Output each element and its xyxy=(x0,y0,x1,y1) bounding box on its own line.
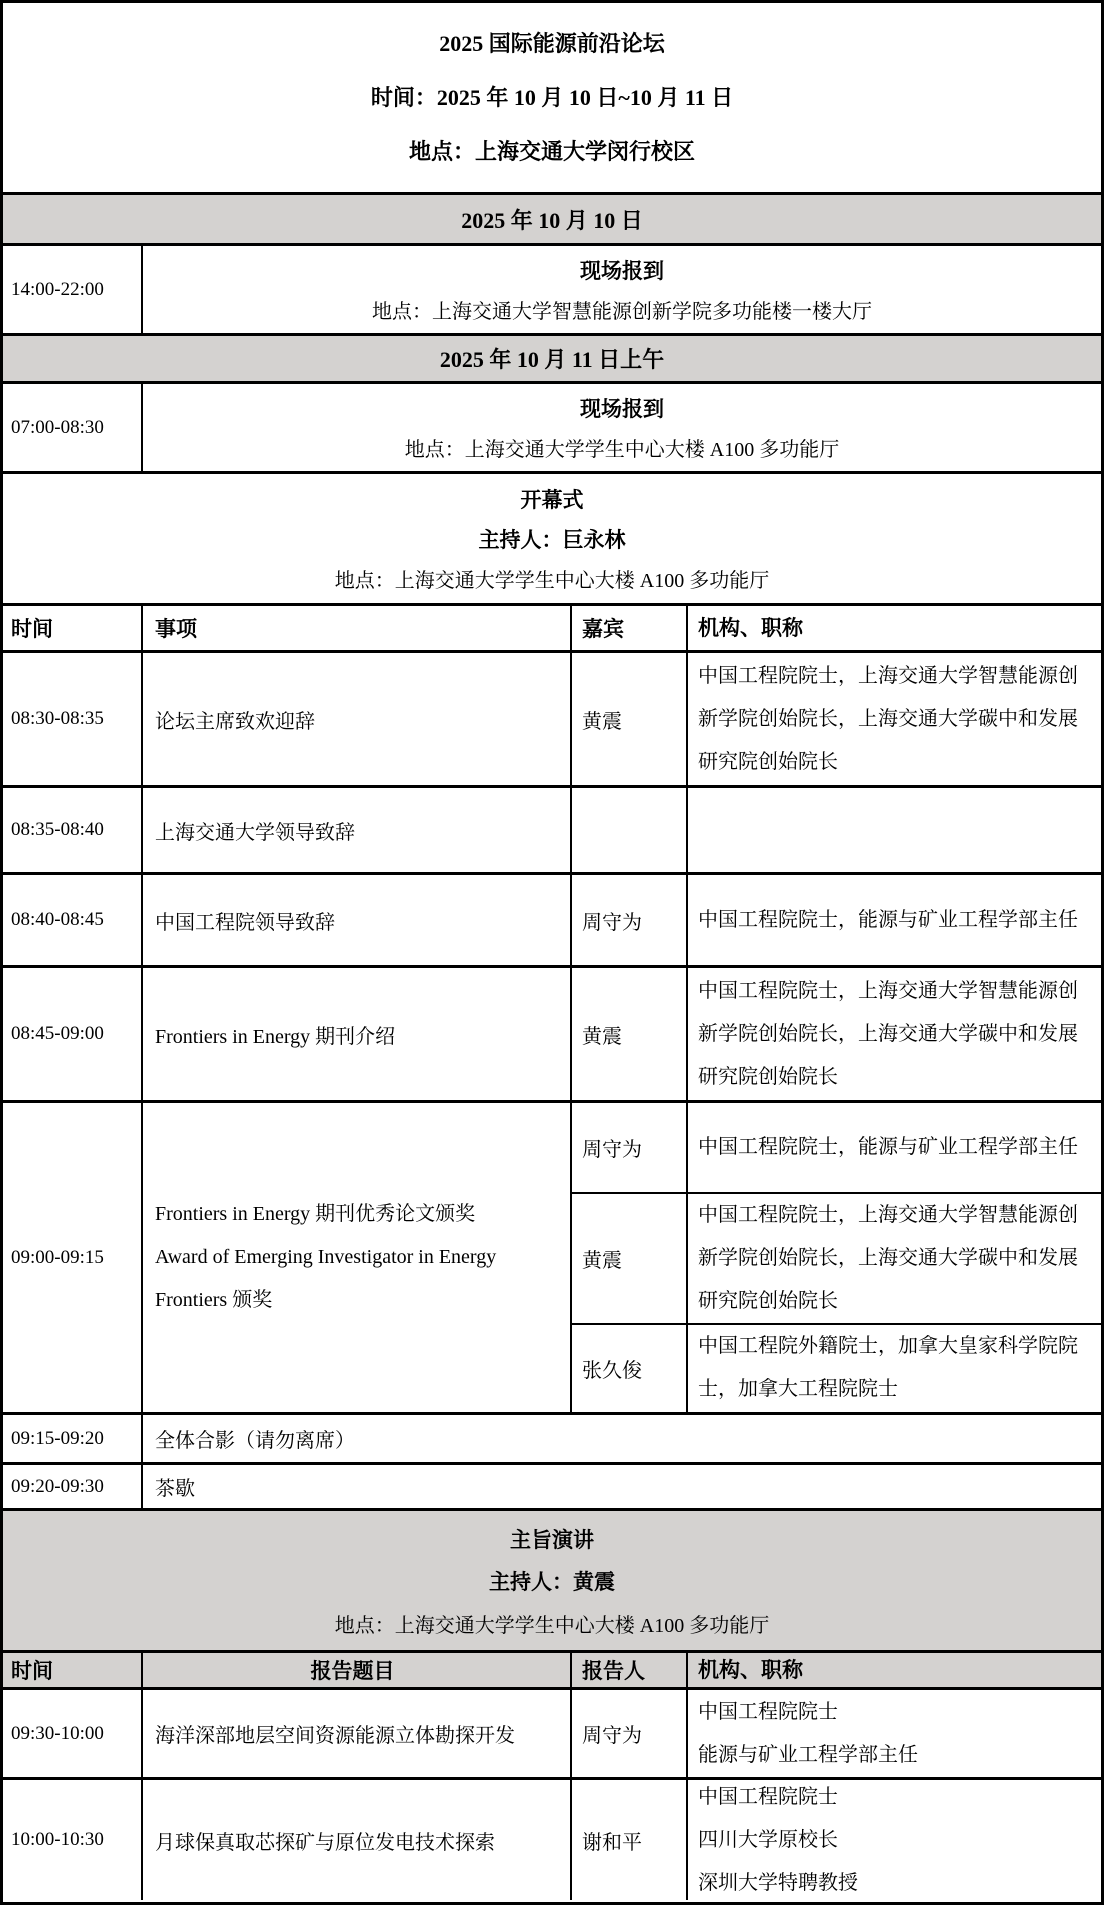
time-cell: 14:00-22:00 xyxy=(11,278,104,300)
speaker-cell: 周守为 xyxy=(570,1690,686,1777)
registration-cell xyxy=(141,384,1101,471)
org-line: 中国工程院院士 xyxy=(698,1785,838,1808)
document-title: 2025 国际能源前沿论坛 xyxy=(439,30,665,56)
column-header-speaker: 报告人 xyxy=(570,1653,686,1687)
keynote-row-0930 xyxy=(3,1687,1101,1777)
time-cell: 07:00-08:30 xyxy=(11,416,104,438)
event-cell: 上海交通大学领导致辞 xyxy=(141,788,570,872)
column-header-time: 时间 xyxy=(11,617,53,641)
org-lines xyxy=(698,1776,858,1905)
time-cell: 09:00-09:15 xyxy=(11,1246,104,1268)
opening-table-header xyxy=(3,603,1101,650)
table-row-0830 xyxy=(3,650,1101,785)
keynote-title: 主旨演讲 xyxy=(510,1527,594,1552)
keynote-host: 主持人：黄震 xyxy=(489,1570,615,1594)
time-cell: 08:35-08:40 xyxy=(11,819,104,840)
opening-title: 开幕式 xyxy=(520,488,584,512)
registration-location: 地点：上海交通大学智慧能源创新学院多功能楼一楼大厅 xyxy=(372,300,872,323)
table-row-0915 xyxy=(3,1412,1101,1462)
event-cell xyxy=(141,1103,570,1412)
org-cell: 中国工程院院士，能源与矿业工程学部主任 xyxy=(686,875,1101,965)
column-header-org: 机构、职称 xyxy=(686,1653,1101,1687)
org-cell: 中国工程院院士，上海交通大学智慧能源创新学院创始院长，上海交通大学碳中和发展研究院创始院长 xyxy=(686,653,1101,785)
guest-cell: 张久俊 xyxy=(570,1325,686,1412)
table-row-0900-award xyxy=(3,1100,1101,1412)
time-cell: 08:40-08:45 xyxy=(11,909,104,930)
guest-cell: 周守为 xyxy=(570,875,686,965)
award-event-line1: Frontiers in Energy 期刊优秀论文颁奖 xyxy=(155,1203,476,1225)
time-cell: 09:30-10:00 xyxy=(11,1722,104,1744)
opening-location: 地点：上海交通大学学生中心大楼 A100 多功能厅 xyxy=(334,570,770,592)
day1-banner: 2025 年 10 月 10 日 xyxy=(3,192,1101,243)
keynote-location: 地点：上海交通大学学生中心大楼 A100 多功能厅 xyxy=(334,1614,770,1637)
table-row-0840 xyxy=(3,872,1101,965)
talk-title-cell: 月球保真取芯探矿与原位发电技术探索 xyxy=(141,1780,570,1900)
column-header-event: 事项 xyxy=(141,606,570,650)
guest-cell: 黄震 xyxy=(570,968,686,1100)
time-cell: 09:20-09:30 xyxy=(11,1475,104,1497)
speaker-cell: 谢和平 xyxy=(570,1780,686,1900)
event-cell: 全体合影（请勿离席） xyxy=(141,1415,1101,1462)
guest-cell: 周守为 xyxy=(570,1103,686,1192)
day2-banner: 2025 年 10 月 11 日上午 xyxy=(3,333,1101,381)
org-cell: 中国工程院院士，能源与矿业工程学部主任 xyxy=(686,1103,1101,1192)
org-cell xyxy=(686,788,1101,872)
event-cell: Frontiers in Energy 期刊介绍 xyxy=(141,968,570,1100)
event-cell: 中国工程院领导致辞 xyxy=(141,875,570,965)
time-cell: 09:15-09:20 xyxy=(11,1427,104,1449)
award-guest-row xyxy=(570,1192,1101,1323)
table-row-0845 xyxy=(3,965,1101,1100)
org-line: 中国工程院院士 xyxy=(698,1700,838,1723)
document-venue: 地点：上海交通大学闵行校区 xyxy=(408,138,695,164)
keynote-row-1000 xyxy=(3,1777,1101,1900)
registration-title: 现场报到 xyxy=(580,397,664,422)
org-cell: 中国工程院外籍院士，加拿大皇家科学院院士，加拿大工程院院士 xyxy=(686,1325,1101,1412)
column-header-org: 机构、职称 xyxy=(686,606,1101,650)
guest-cell: 黄震 xyxy=(570,1194,686,1323)
guest-cell: 黄震 xyxy=(570,653,686,785)
registration-cell xyxy=(141,246,1101,333)
registration-location: 地点：上海交通大学学生中心大楼 A100 多功能厅 xyxy=(404,438,840,461)
opening-ceremony-header xyxy=(3,471,1101,603)
time-cell: 08:45-09:00 xyxy=(11,1023,104,1044)
event-cell: 茶歇 xyxy=(141,1465,1101,1508)
org-line: 四川大学原校长 xyxy=(698,1828,838,1851)
time-cell: 08:30-08:35 xyxy=(11,708,104,729)
time-cell: 10:00-10:30 xyxy=(11,1829,104,1850)
org-cell: 中国工程院院士，上海交通大学智慧能源创新学院创始院长，上海交通大学碳中和发展研究院创始院长 xyxy=(686,968,1101,1100)
guest-cell xyxy=(570,788,686,872)
registration-title: 现场报到 xyxy=(580,259,664,284)
document-header xyxy=(3,3,1101,192)
org-line: 深圳大学特聘教授 xyxy=(698,1871,858,1894)
award-guest-row xyxy=(570,1103,1101,1192)
column-header-talk-title: 报告题目 xyxy=(141,1653,570,1687)
keynote-section-header xyxy=(3,1508,1101,1650)
award-event-text xyxy=(155,1193,562,1322)
keynote-table-header xyxy=(3,1650,1101,1687)
org-lines xyxy=(698,1691,918,1777)
column-header-time: 时间 xyxy=(11,1659,53,1683)
event-cell: 论坛主席致欢迎辞 xyxy=(141,653,570,785)
document-time: 时间：2025 年 10 月 10 日~10 月 11 日 xyxy=(370,84,734,110)
org-cell xyxy=(686,1780,1101,1900)
org-cell: 中国工程院院士，上海交通大学智慧能源创新学院创始院长，上海交通大学碳中和发展研究院创始院长 xyxy=(686,1194,1101,1323)
day2-registration-row xyxy=(3,381,1101,471)
table-row-0920 xyxy=(3,1462,1101,1508)
org-line: 能源与矿业工程学部主任 xyxy=(698,1743,918,1766)
opening-host: 主持人：巨永林 xyxy=(478,528,626,552)
column-header-guest: 嘉宾 xyxy=(570,606,686,650)
day1-registration-row xyxy=(3,243,1101,333)
award-event-line2: Award of Emerging Investigator in Energy Frontiers 颁奖 xyxy=(155,1246,497,1311)
table-row-0835 xyxy=(3,785,1101,872)
award-guest-row xyxy=(570,1323,1101,1412)
award-guests xyxy=(570,1103,1101,1412)
org-cell xyxy=(686,1690,1101,1777)
talk-title-cell: 海洋深部地层空间资源能源立体勘探开发 xyxy=(141,1690,570,1777)
